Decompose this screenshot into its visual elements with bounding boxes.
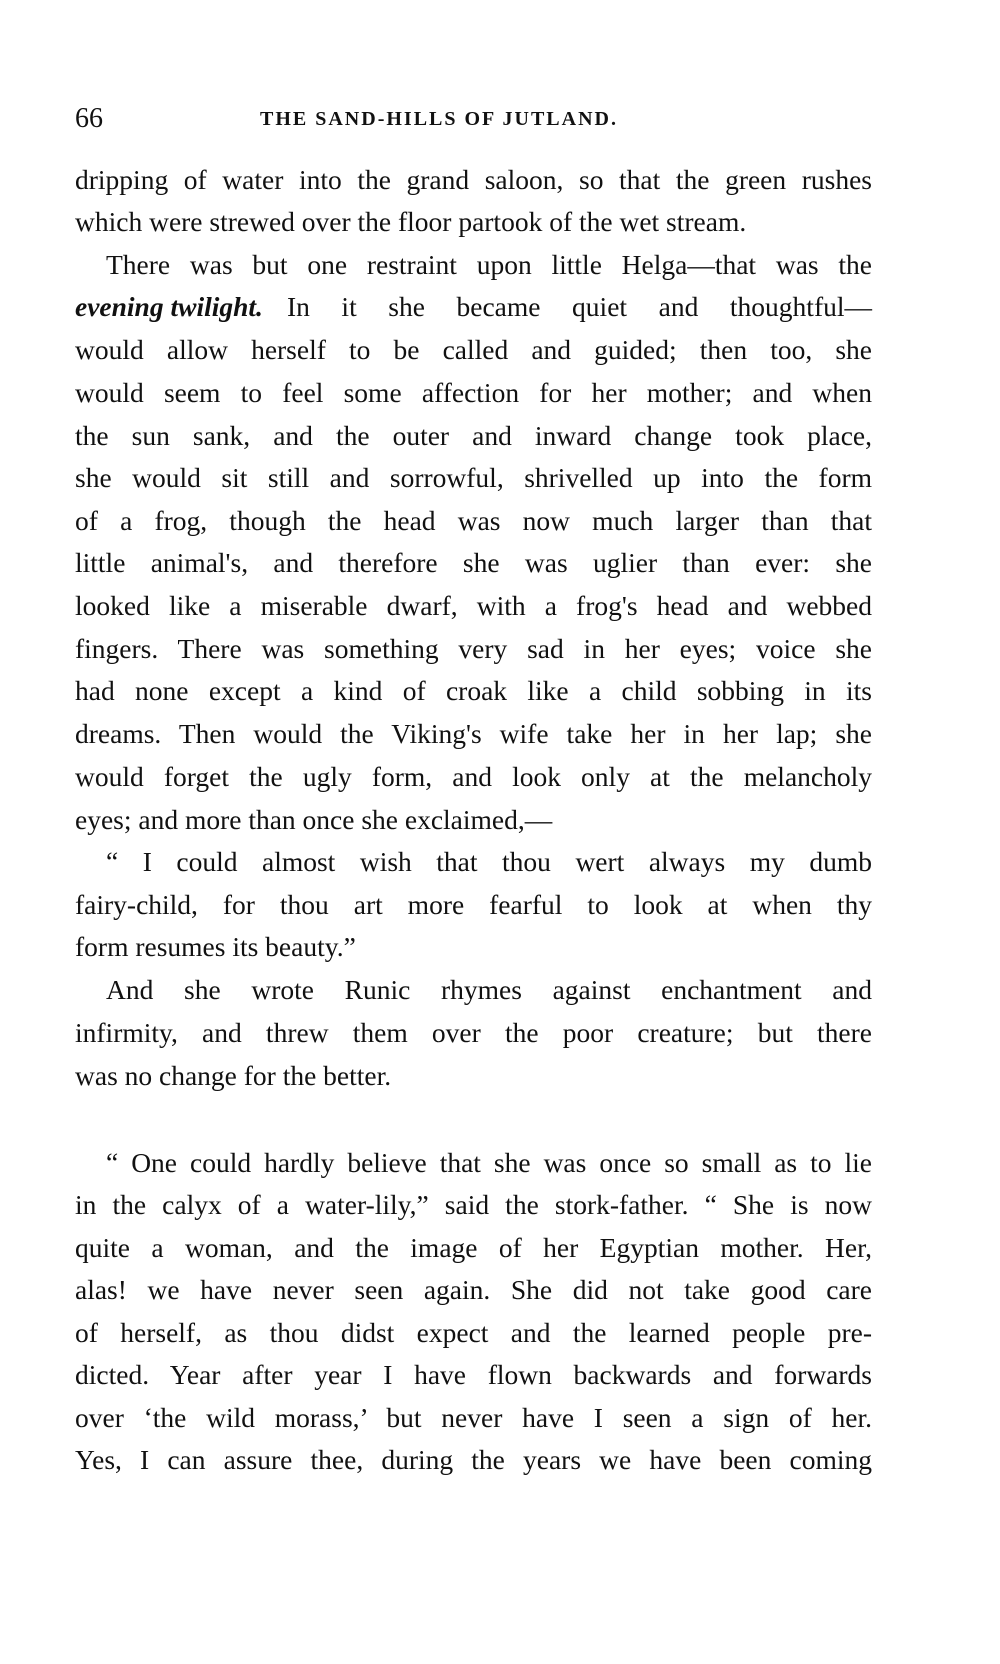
text-line: infirmity, and threw them over the poor creature; but there <box>75 1017 872 1048</box>
text-line: dripping of water into the grand saloon, so that the green rushes <box>75 164 872 195</box>
text-line: Yes, I can assure thee, during the years we have been coming <box>75 1444 872 1475</box>
text-line: form resumes its beauty.” <box>75 931 356 962</box>
text-line: she would sit still and sorrowful, shrivelled up into the form <box>75 462 872 493</box>
text-line <box>75 290 872 324</box>
italic-phrase: evening twilight. <box>75 291 263 322</box>
text-line: There was but one restraint upon little Helga—that was the <box>106 249 872 280</box>
text-line: over ‘the wild morass,’ but never have I seen a sign of her. <box>75 1402 872 1433</box>
text-line: little animal's, and therefore she was uglier than ever: she <box>75 547 872 578</box>
text-line: was no change for the better. <box>75 1060 392 1091</box>
text-segment: In it she became quiet and thoughtful— <box>286 291 872 322</box>
text-line: alas! we have never seen again. She did not take good care <box>75 1274 872 1305</box>
text-line: of a frog, though the head was now much larger than that <box>75 505 872 536</box>
text-line: which were strewed over the floor partook of the wet stream. <box>75 206 747 237</box>
text-line: “ One could hardly believe that she was once so small as to lie <box>106 1147 872 1178</box>
text-line: And she wrote Runic rhymes against enchantment and <box>106 974 872 1005</box>
text-line: fairy-child, for thou art more fearful to look at when thy <box>75 889 872 920</box>
text-line: would seem to feel some affection for her mother; and when <box>75 377 872 408</box>
text-line: would allow herself to be called and guided; then too, she <box>75 334 872 365</box>
text-line: “ I could almost wish that thou wert always my dumb <box>106 846 872 877</box>
text-line: quite a woman, and the image of her Egyptian mother. Her, <box>75 1232 872 1263</box>
text-line: in the calyx of a water-lily,” said the stork-father. “ She is now <box>75 1189 872 1220</box>
text-line: the sun sank, and the outer and inward change took place, <box>75 420 872 451</box>
page-number: 66 <box>75 103 103 134</box>
text-line: would forget the ugly form, and look only at the melancholy <box>75 761 872 792</box>
text-line: had none except a kind of croak like a child sobbing in its <box>75 675 872 706</box>
running-title: THE SAND-HILLS OF JUTLAND. <box>260 108 618 130</box>
text-line: looked like a miserable dwarf, with a frog's head and webbed <box>75 590 872 621</box>
text-line: dicted. Year after year I have flown backwards and forwards <box>75 1359 872 1390</box>
text-line: fingers. There was something very sad in her eyes; voice she <box>75 633 872 664</box>
text-line: of herself, as thou didst expect and the learned people pre- <box>75 1317 872 1348</box>
text-line: dreams. Then would the Viking's wife take her in her lap; she <box>75 718 872 749</box>
text-line: eyes; and more than once she exclaimed,— <box>75 804 553 835</box>
